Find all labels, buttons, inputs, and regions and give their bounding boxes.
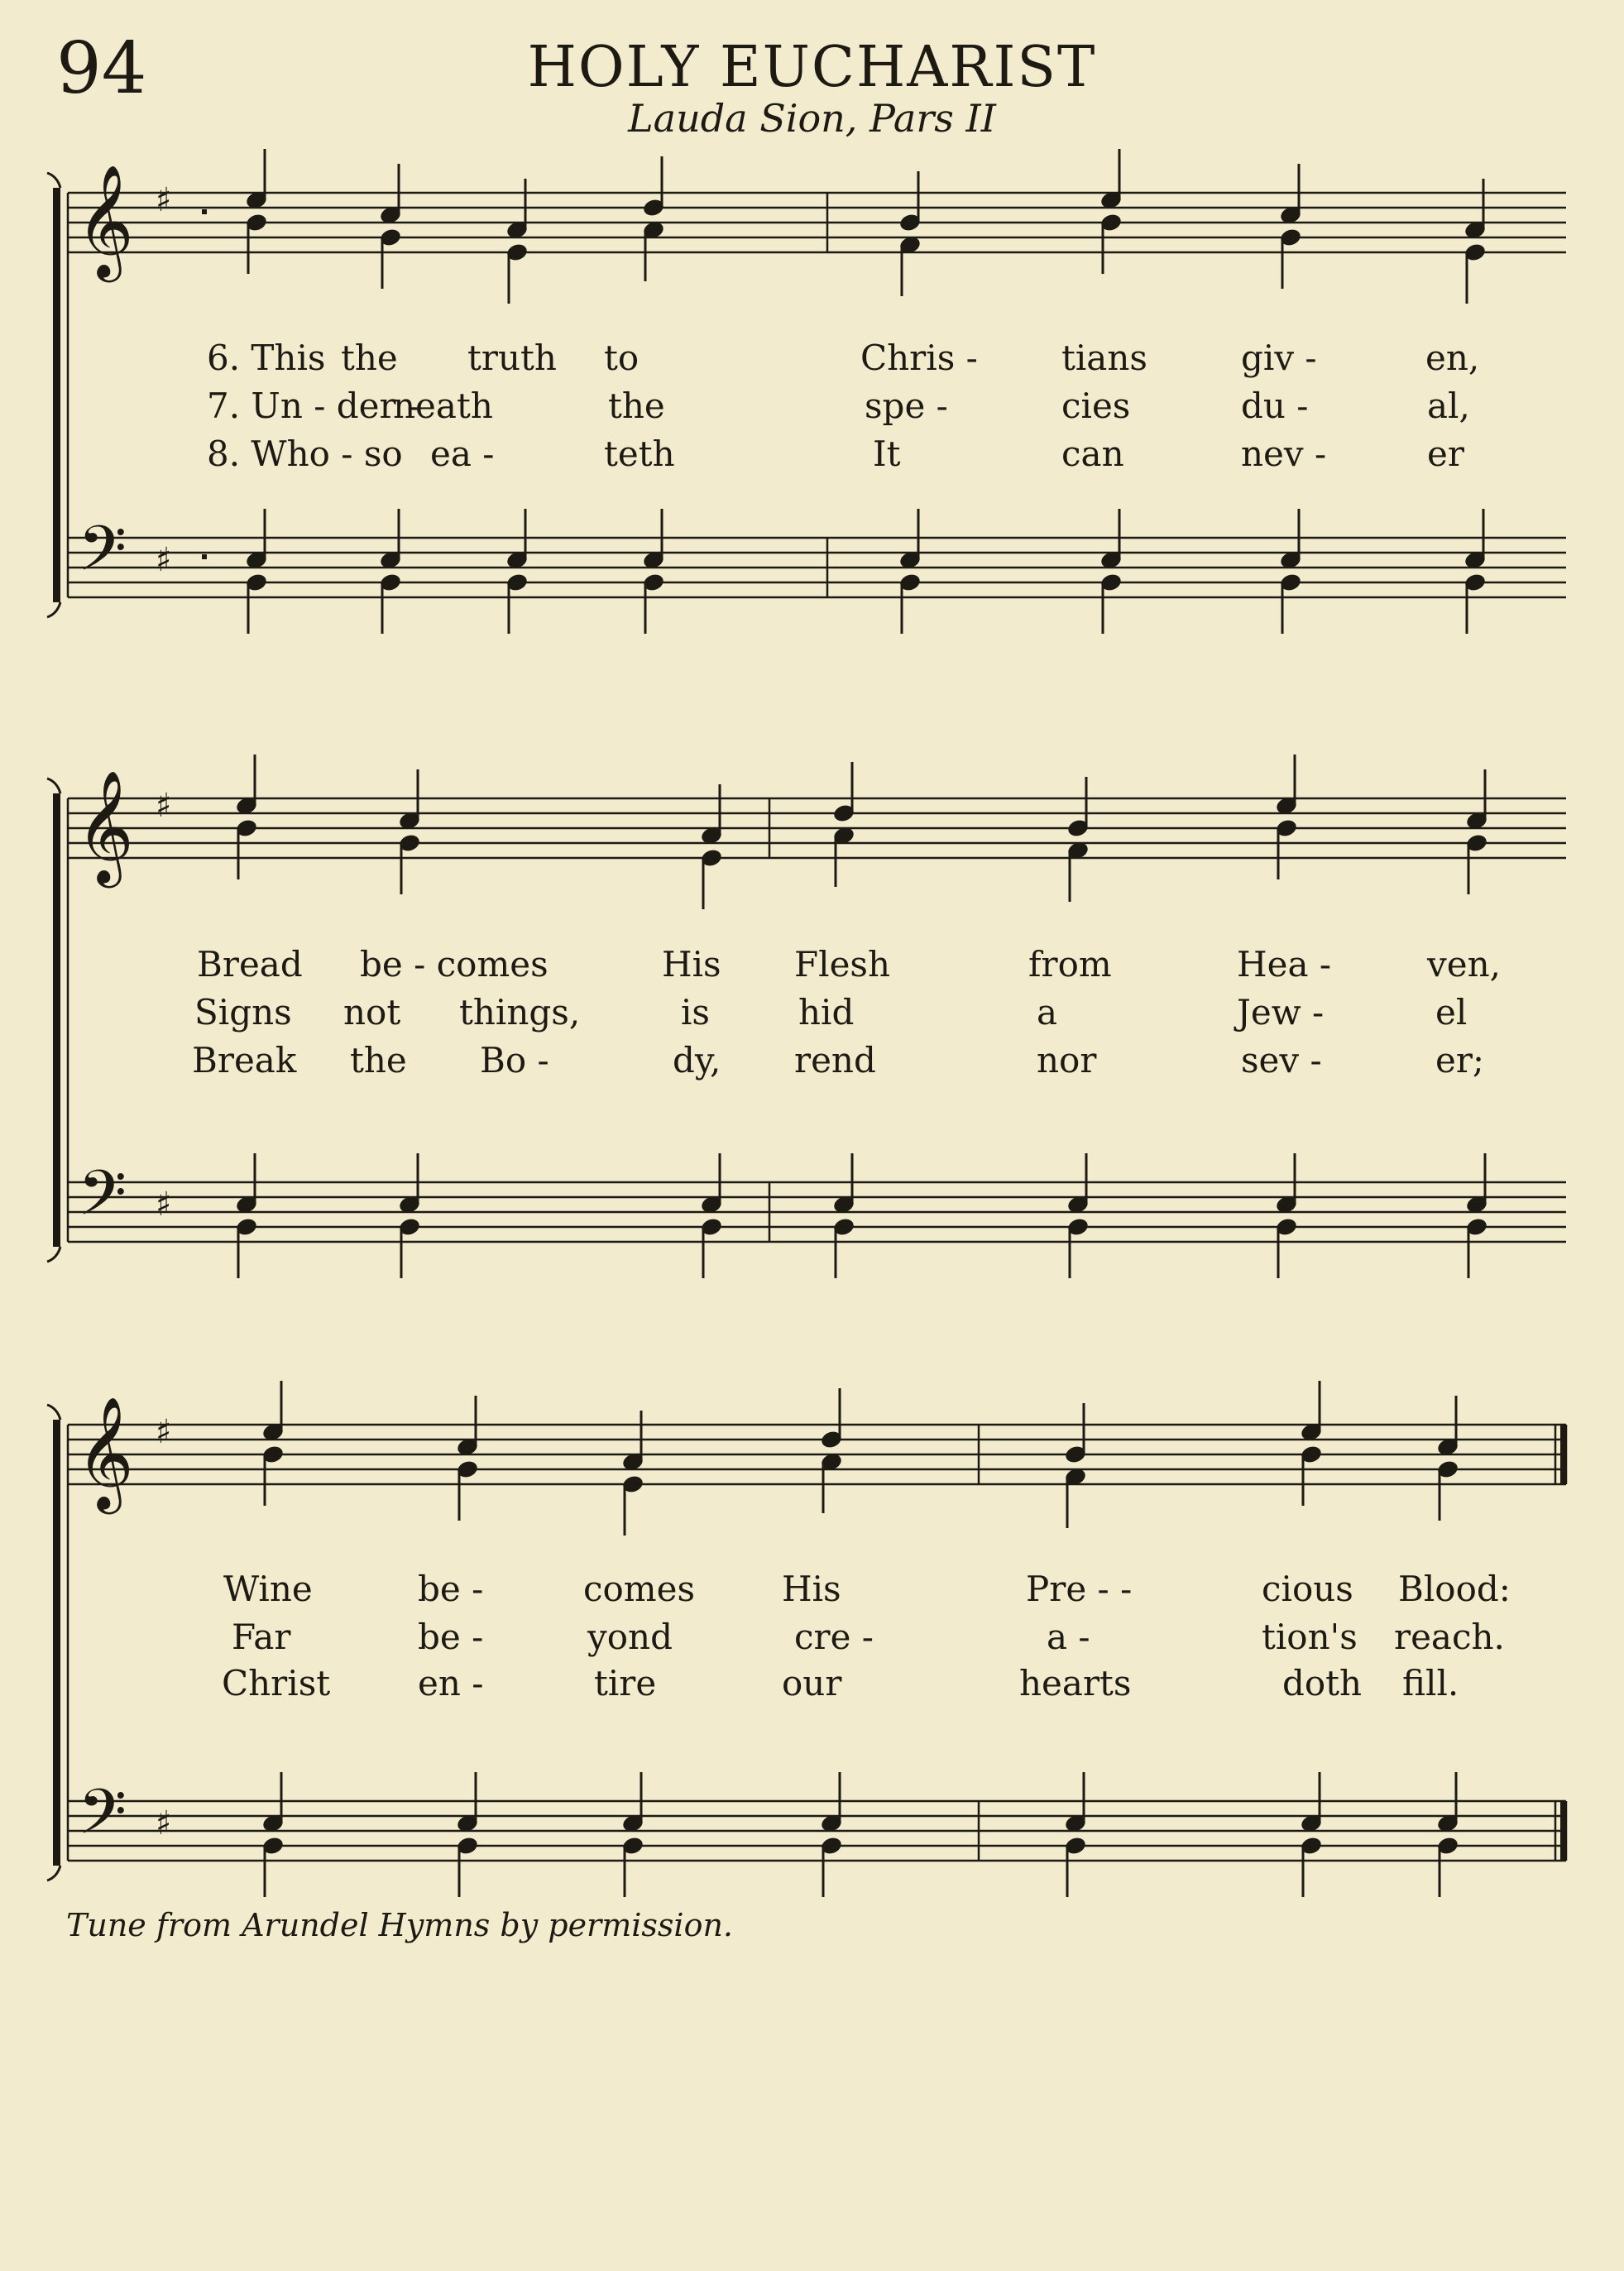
lyric-syllable: Blood: xyxy=(1398,1569,1511,1609)
lyric-syllable: el xyxy=(1435,992,1468,1032)
lyric-syllable: is xyxy=(681,992,710,1032)
lyric-syllable: be - xyxy=(418,1617,484,1657)
lyric-syllable: be - xyxy=(418,1569,484,1609)
lyric-syllable: er; xyxy=(1435,1040,1485,1080)
bracket-hook xyxy=(47,602,60,617)
bass-clef-icon: 𝄢 xyxy=(78,1775,127,1864)
lyric-syllable: Hea - xyxy=(1237,944,1332,985)
lyric-syllable: nor xyxy=(1037,1040,1097,1080)
lyric-syllable: Break xyxy=(192,1040,297,1080)
lyric-syllable: the xyxy=(350,1040,407,1080)
lyric-syllable: 8. Who - so xyxy=(207,434,403,474)
lyric-syllable: tire xyxy=(594,1663,657,1703)
lyric-syllable: 6. This xyxy=(207,338,326,378)
lyric-syllable: cre - xyxy=(794,1617,874,1657)
lyric-syllable: be - comes xyxy=(360,944,549,985)
lyric-syllable: cies xyxy=(1061,386,1131,426)
lyric-syllable: Chris - xyxy=(860,338,978,378)
bracket-hook xyxy=(47,1405,60,1420)
lyric-syllable: can xyxy=(1061,434,1124,474)
lyric-syllable: reach. xyxy=(1394,1617,1505,1657)
lyric-syllable: al, xyxy=(1427,386,1470,426)
system-bracket xyxy=(53,1420,60,1866)
lyric-syllable: tians xyxy=(1061,338,1147,378)
lyric-syllable: nev - xyxy=(1241,434,1327,474)
bass-clef-icon: 𝄢 xyxy=(78,1157,127,1245)
lyric-syllable: 7. Un - der - xyxy=(207,386,419,426)
lyric-syllable: things, xyxy=(459,992,581,1032)
footnote: Tune from Arundel Hymns by permission. xyxy=(66,1907,733,1943)
bracket-hook xyxy=(47,1247,60,1262)
lyric-syllable: spe - xyxy=(865,386,948,426)
lyric-syllable: teth xyxy=(604,434,675,474)
lyric-syllable: our xyxy=(782,1663,842,1703)
lyric-syllable: It xyxy=(873,434,901,474)
lyric-syllable: en, xyxy=(1425,338,1480,378)
lyric-syllable: a xyxy=(1037,992,1058,1032)
lyric-syllable: yond xyxy=(587,1617,673,1657)
lyric-syllable: His xyxy=(662,944,721,985)
lyric-syllable: dy, xyxy=(673,1040,721,1080)
lyric-syllable: cious xyxy=(1262,1569,1353,1609)
lyric-syllable: the xyxy=(608,386,665,426)
lyric-syllable: er xyxy=(1427,434,1464,474)
bracket-hook xyxy=(47,779,60,793)
tune-name: Lauda Sion, Pars II xyxy=(628,96,996,141)
treble-clef-icon: 𝄞 xyxy=(76,1395,134,1509)
lyric-syllable: to xyxy=(604,338,640,378)
lyric-syllable: giv - xyxy=(1241,338,1317,378)
system-bracket xyxy=(53,188,60,602)
common-time-dot xyxy=(202,209,207,214)
lyric-syllable: fill. xyxy=(1402,1663,1459,1703)
lyric-syllable: Jew - xyxy=(1237,992,1325,1032)
final-barline xyxy=(1560,1801,1566,1861)
lyric-syllable: neath xyxy=(393,386,493,426)
lyric-syllable: hearts xyxy=(1019,1663,1132,1703)
lyric-syllable: ven, xyxy=(1427,944,1501,985)
lyric-syllable: tion's xyxy=(1262,1617,1358,1657)
lyric-syllable: ea - xyxy=(430,434,495,474)
treble-clef-icon: 𝄞 xyxy=(76,163,134,277)
lyric-syllable: Pre - - xyxy=(1026,1569,1133,1609)
lyric-syllable: rend xyxy=(794,1040,876,1080)
system-bracket xyxy=(53,793,60,1247)
lyric-syllable: Bo - xyxy=(480,1040,549,1080)
page-title: HOLY EUCHARIST xyxy=(527,35,1097,100)
lyric-syllable: Christ xyxy=(222,1663,331,1703)
lyric-syllable: a - xyxy=(1047,1617,1090,1657)
lyric-syllable: Flesh xyxy=(794,944,891,985)
lyric-syllable: sev - xyxy=(1241,1040,1322,1080)
lyric-syllable: truth xyxy=(467,338,557,378)
bracket-hook xyxy=(47,1866,60,1881)
lyric-syllable: en - xyxy=(418,1663,484,1703)
key-signature-sharp-icon: ♯ xyxy=(156,181,172,219)
lyric-syllable: doth xyxy=(1282,1663,1363,1703)
lyric-syllable: Far xyxy=(232,1617,291,1657)
final-barline xyxy=(1560,1425,1566,1484)
lyric-syllable: from xyxy=(1028,944,1112,985)
page-number: 94 xyxy=(56,27,147,110)
key-signature-sharp-icon: ♯ xyxy=(156,1413,172,1451)
lyric-syllable: Bread xyxy=(197,944,303,985)
lyric-syllable: du - xyxy=(1241,386,1309,426)
key-signature-sharp-icon: ♯ xyxy=(156,541,172,579)
lyric-syllable: hid xyxy=(798,992,855,1032)
lyric-syllable: His xyxy=(782,1569,841,1609)
lyric-syllable: the xyxy=(341,338,398,378)
bass-clef-icon: 𝄢 xyxy=(78,512,127,601)
lyric-syllable: Wine xyxy=(223,1569,313,1609)
key-signature-sharp-icon: ♯ xyxy=(156,1804,172,1842)
lyric-syllable: comes xyxy=(583,1569,696,1609)
lyric-syllable: Signs xyxy=(194,992,292,1032)
bracket-hook xyxy=(47,173,60,188)
key-signature-sharp-icon: ♯ xyxy=(156,787,172,825)
common-time-dot xyxy=(202,554,207,559)
key-signature-sharp-icon: ♯ xyxy=(156,1186,172,1224)
treble-clef-icon: 𝄞 xyxy=(76,769,134,883)
lyric-syllable: not xyxy=(343,992,401,1032)
